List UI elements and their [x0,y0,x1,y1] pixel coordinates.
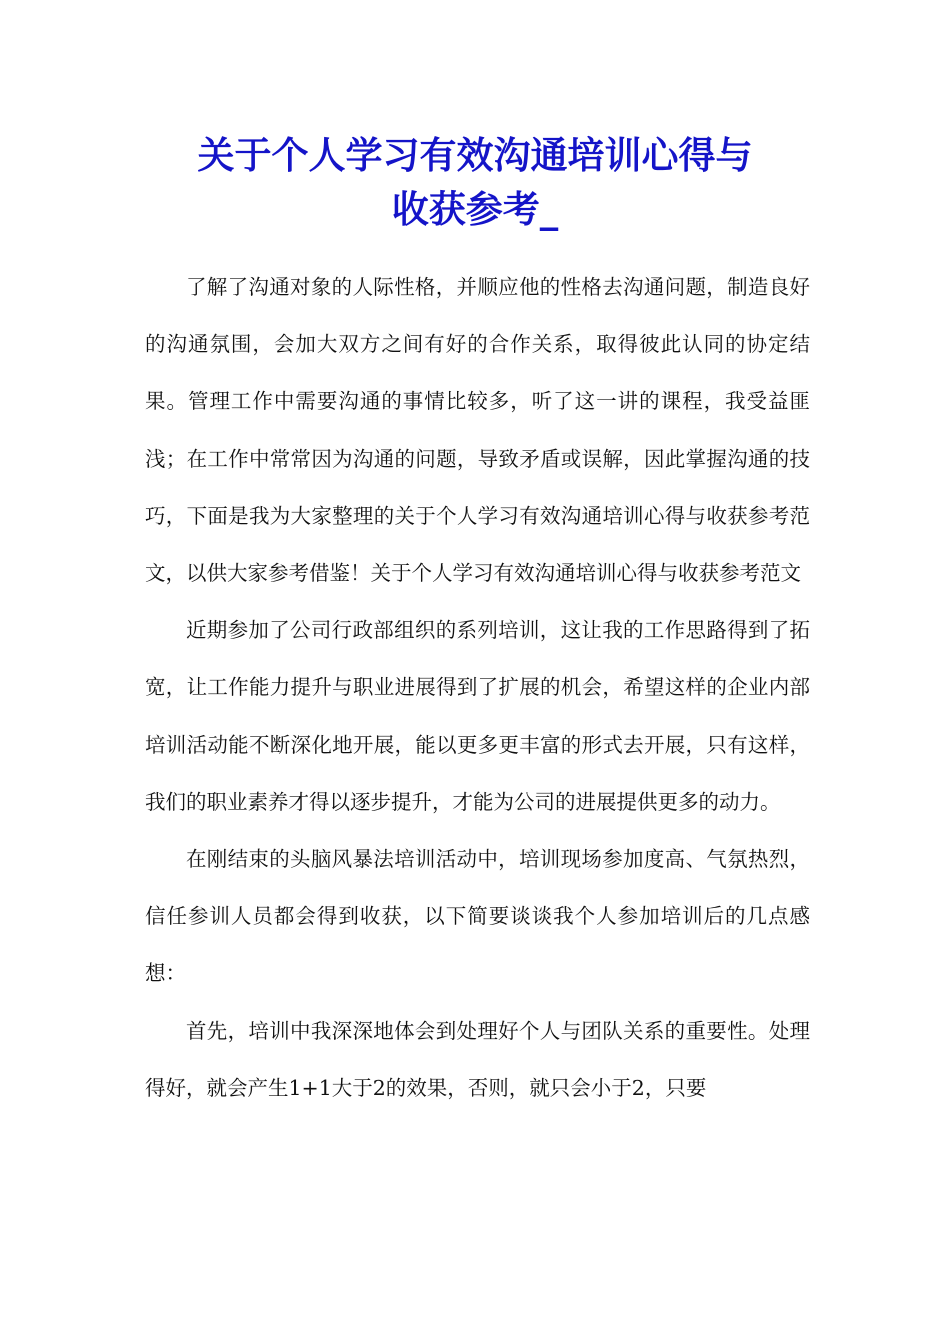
paragraph-4: 首先，培训中我深深地体会到处理好个人与团队关系的重要性。处理得好，就会产生1+1大于2的效果，否则，就只会小于2，只要 [145,1018,810,1100]
document-body [145,259,810,1117]
paragraph-2: 近期参加了公司行政部组织的系列培训，这让我的工作思路得到了拓宽，让工作能力提升与职业进展得到了扩展的机会，希望这样的企业内部培训活动能不断深化地开展，能以更多更丰富的形式去开展，只有这样，我们的职业素养才得以逐步提升，才能为公司的进展提供更多的动力。 [145,618,810,814]
paragraph-3: 在刚结束的头脑风暴法培训活动中，培训现场参加度高、气氛热烈，信任参训人员都会得到收获，以下简要谈谈我个人参加培训后的几点感想： [145,847,810,986]
paragraph-1: 了解了沟通对象的人际性格，并顺应他的性格去沟通问题，制造良好的沟通氛围，会加大双方之间有好的合作关系，取得彼此认同的协定结果。管理工作中需要沟通的事情比较多，听了这一讲的课程，我受益匪浅；在工作中常常因为沟通的问题，导致矛盾或误解，因此掌握沟通的技巧，下面是我为大家整理的关于个人学习有效沟通培训心得与收获参考范文，以供大家参考借鉴！关于个人学习有效沟通培训心得与收获参考范文 [145,275,810,586]
document-title-line-2: 收获参考_ [391,187,559,231]
document-title [100,128,850,236]
document-title-line-1: 关于个人学习有效沟通培训心得与 [197,133,753,177]
